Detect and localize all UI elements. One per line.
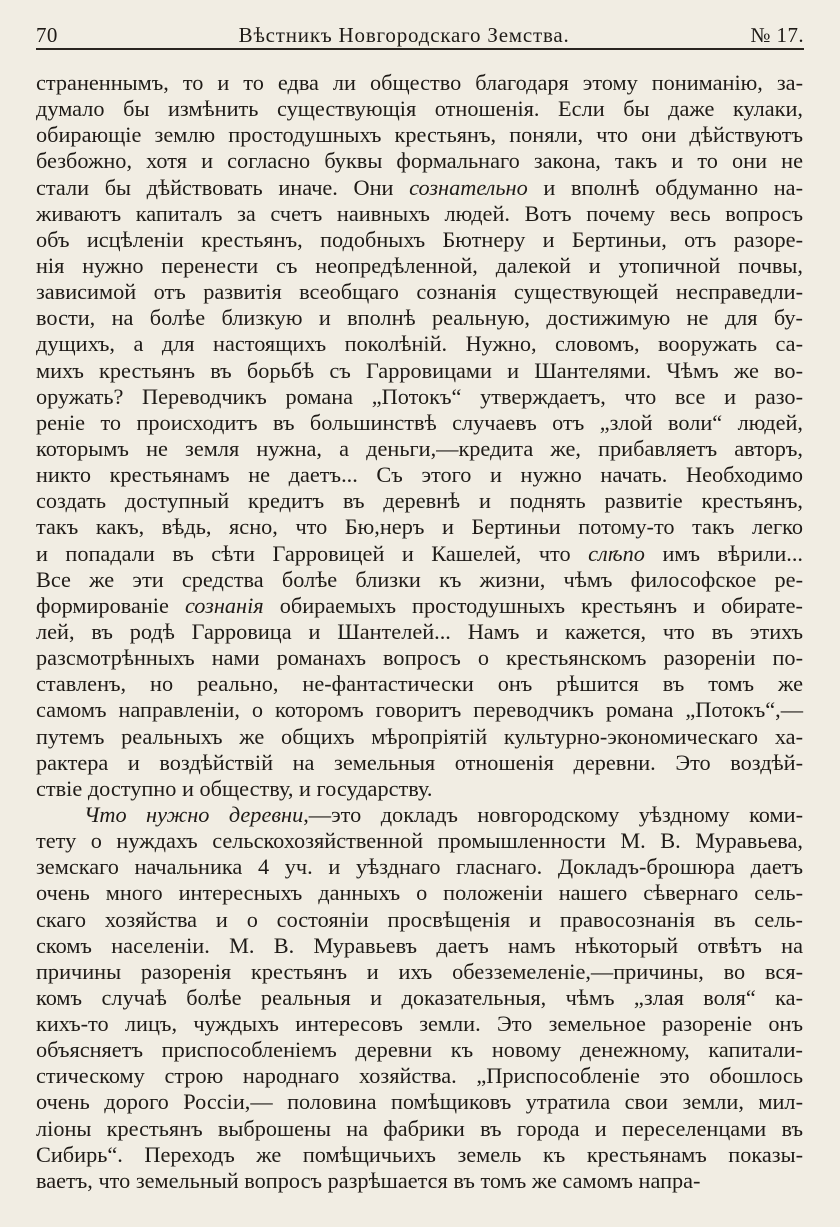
text-line: ствіе доступно и обществу, и государству. (36, 775, 433, 801)
text-line: такъ какъ, вѣдь, ясно, что Бю,неръ и Бертиньи потому-то такъ легко (36, 514, 803, 540)
text-run: и попадали въ сѣти Гарровицей и Кашелей, что (36, 540, 589, 566)
text-run: ,—это докладъ новгородскому уѣздному коми- (303, 801, 803, 827)
text-line: оружать? Переводчикъ романа „Потокъ“ утверждаетъ, что все и разо- (36, 383, 803, 409)
text-line: лей, въ родѣ Гарровица и Шантелей... Намъ и кажется, что въ этихъ (36, 618, 803, 644)
text-line: которымъ не земля нужна, а деньги,—кредита же, прибавляетъ авторъ, (36, 435, 803, 461)
text-line: кихъ-то лицъ, чуждыхъ интересовъ земли. Это земельное разореніе онъ (36, 1011, 803, 1037)
text-line: самомъ направленіи, о которомъ говоритъ переводчикъ романа „Потокъ“,— (36, 697, 803, 723)
italic-run: сознанія (184, 592, 264, 618)
text-run: имъ вѣрили... (644, 540, 804, 566)
text-line: земскаго начальника 4 уч. и уѣзднаго гласнаго. Докладъ-брошюра даетъ (36, 854, 803, 880)
text-line: объясняетъ приспособленіемъ деревни къ новому денежному, капитали- (36, 1037, 803, 1063)
text-line (36, 541, 803, 567)
text-line: вости, на болѣе близкую и вполнѣ реальную, достижимую не для бу- (36, 305, 803, 331)
text-line: зависимой отъ развитія всеобщаго сознанія существующей несправедли- (36, 279, 803, 305)
text-line: очень много интересныхъ данныхъ о положеніи нашего сѣвернаго сель- (36, 880, 803, 906)
text-line: обирающіе землю простодушныхъ крестьянъ, поняли, что они дѣйствуютъ (36, 122, 803, 148)
paragraph-1 (36, 70, 803, 802)
text-line: скомъ населеніи. М. В. Муравьевъ даетъ намъ нѣкоторый отвѣтъ на (36, 932, 803, 958)
issue-number: № 17. (750, 22, 804, 47)
text-line: Все же эти средства болѣе близки къ жизни, чѣмъ философское ре- (36, 566, 803, 592)
text-run: формированіе (36, 592, 185, 618)
paragraph-2 (36, 802, 803, 1194)
text-line: разсмотрѣнныхъ нами романахъ вопросъ о крестьянскомъ разореніи по- (36, 645, 803, 671)
text-line: стическому строю народнаго хозяйства. „Приспособленіе это обошлось (36, 1063, 803, 1089)
italic-run: сознательно (409, 174, 528, 200)
text-line: страненнымъ, то и то едва ли общество благодаря этому пониманію, за- (36, 70, 803, 95)
text-line: безбожно, хотя и согласно буквы формальнаго закона, такъ и то они не (36, 148, 803, 174)
text-line (36, 175, 803, 201)
text-line: нія нужно перенести съ неопредѣленной, далекой и утопичной почвы, (36, 252, 803, 278)
text-run: обираемыхъ простодушныхъ крестьянъ и обирате- (263, 592, 803, 618)
text-line: никто крестьянамъ не даетъ... Съ этого и нужно начать. Необходимо (36, 462, 803, 488)
text-line (36, 593, 803, 619)
text-line: реніе то происходитъ въ большинствѣ случаевъ отъ „злой воли“ людей, (36, 409, 803, 435)
italic-run: слѣпо (588, 540, 645, 566)
text-line: ваетъ, что земельный вопросъ разрѣшается въ томъ же самомъ напра- (36, 1167, 701, 1193)
text-line: объ исцѣленіи крестьянъ, подобныхъ Бютнеру и Бертиньи, отъ разоре- (36, 226, 803, 252)
text-line: живаютъ капиталъ за счетъ наивныхъ людей. Вотъ почему весь вопросъ (36, 200, 803, 226)
running-header (36, 18, 804, 52)
italic-run: Что нужно деревни (84, 801, 304, 827)
journal-title: Вѣстникъ Новгородскаго Земства. (238, 22, 570, 47)
text-line (36, 802, 803, 828)
text-line: рактера и воздѣйствій на земельныя отношенія деревни. Это воздѣй- (36, 749, 803, 775)
text-line: причины разоренія крестьянъ и ихъ обезземеленіе,—причины, во вся- (36, 958, 803, 984)
text-line: тету о нуждахъ сельскохозяйственной промышленности М. В. Муравьева, (36, 828, 803, 854)
text-line: создать доступный кредитъ въ деревнѣ и поднять развитіе крестьянъ, (36, 488, 803, 514)
text-line: очень дорого Россіи,— половина помѣщиковъ утратила свои земли, мил- (36, 1089, 803, 1115)
text-line: путемъ реальныхъ же общихъ мѣропріятій культурно-экономическаго ха- (36, 723, 803, 749)
text-run: и вполнѣ обдуманно на- (527, 174, 803, 200)
text-line: скаго хозяйства и о состояніи просвѣщенія и правосознанія въ сель- (36, 906, 803, 932)
text-run: стали бы дѣйствовать иначе. Они (36, 174, 410, 200)
article-body (36, 70, 803, 1194)
text-line: дущихъ, а для настоящихъ поколѣній. Нужно, словомъ, вооружать са- (36, 331, 803, 357)
text-line: михъ крестьянъ въ борьбѣ съ Гарровицами и Шантелями. Чѣмъ же во- (36, 357, 803, 383)
page-number: 70 (36, 22, 58, 47)
text-line: Сибирь“. Переходъ же помѣщичьихъ земель къ крестьянамъ показы- (36, 1141, 803, 1167)
text-line: комъ случаѣ болѣе реальныя и доказательныя, чѣмъ „злая воля“ ка- (36, 984, 803, 1010)
header-rule (36, 48, 804, 50)
text-line: ставленъ, но реально, не-фантастически онъ рѣшится въ томъ же (36, 671, 803, 697)
text-line: ліоны крестьянъ выброшены на фабрики въ города и переселенцами въ (36, 1115, 803, 1141)
text-line: думало бы измѣнить существующія отношенія. Если бы даже кулаки, (36, 96, 803, 122)
